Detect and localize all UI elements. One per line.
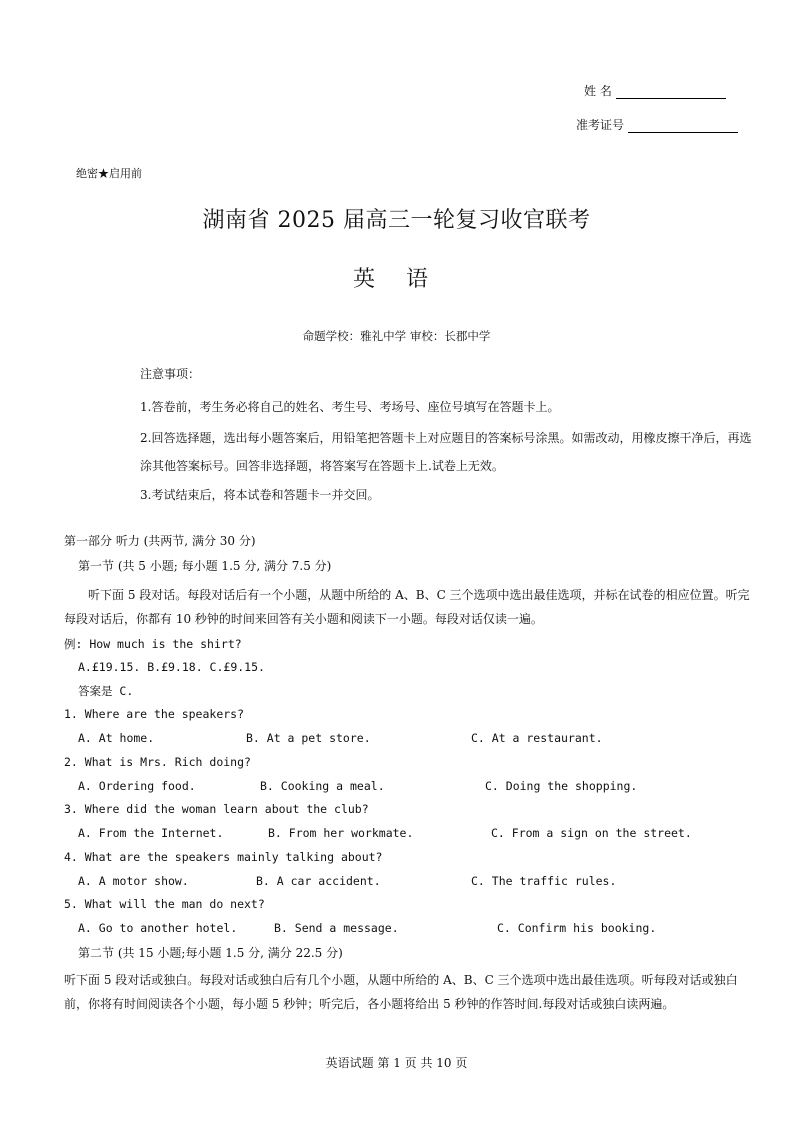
exam-no-label: 准考证号 <box>576 118 625 132</box>
q3-option-a: A. From the Internet. <box>78 826 224 840</box>
part1-heading: 第一部分 听力 (共两节, 满分 30 分) <box>64 534 256 548</box>
q1-option-b: B. At a pet store. <box>246 731 371 745</box>
q4-option-c: C. The traffic rules. <box>471 874 617 888</box>
question-1: 1. Where are the speakers? <box>64 707 245 721</box>
q3-option-c: C. From a sign on the street. <box>491 826 692 840</box>
q5-option-a: A. Go to another hotel. <box>78 921 238 935</box>
name-label-row <box>584 82 726 99</box>
question-2: 2. What is Mrs. Rich doing? <box>64 755 251 769</box>
q2-option-b: B. Cooking a meal. <box>260 779 385 793</box>
exam-no-row <box>576 116 738 133</box>
page-footer: 英语试题 第 1 页 共 10 页 <box>325 1056 468 1070</box>
schools-line: 命题学校：雅礼中学 审校：长郡中学 <box>302 329 491 343</box>
name-field[interactable] <box>616 85 726 99</box>
notes-item-1: 1.答卷前，考生务必将自己的姓名、考生号、考场号、座位号填写在答题卡上。 <box>140 400 560 414</box>
section1-heading: 第一节 (共 5 小题; 每小题 1.5 分, 满分 7.5 分) <box>78 559 332 573</box>
notes-item-2: 2.回答选择题，选出每小题答案后，用铅笔把答题卡上对应题目的答案标号涂黑。如需改动，用橡皮擦干净后，再选涂其他答案标号。回答非选择题，将答案写在答题卡上.试卷上无效。 <box>140 431 752 473</box>
section1-instructions: 听下面 5 段对话。每段对话后有一个小题，从题中所给的 A、B、C 三个选项中选出最佳选项，并标在试卷的相应位置。听完每段对话后，你都有 10 秒钟的时间来回答有关小题和阅读下一小题。每段对话仅读一遍。 <box>64 588 750 626</box>
q2-option-c: C. Doing the shopping. <box>485 779 638 793</box>
subject-title: 英 语 <box>353 267 440 292</box>
page-title: 湖南省 2025 届高三一轮复习收官联考 <box>202 208 591 233</box>
q3-option-b: B. From her workmate. <box>268 826 414 840</box>
question-5: 5. What will the man do next? <box>64 897 265 911</box>
example-question: 例: How much is the shirt? <box>64 637 242 651</box>
notes-heading: 注意事项： <box>140 367 201 381</box>
q1-option-a: A. At home. <box>78 731 155 745</box>
notes-item-3: 3.考试结束后，将本试卷和答题卡一并交回。 <box>140 488 380 502</box>
q5-option-b: B. Send a message. <box>274 921 399 935</box>
q2-option-a: A. Ordering food. <box>78 779 196 793</box>
q1-option-c: C. At a restaurant. <box>471 731 603 745</box>
section2-instructions: 听下面 5 段对话或独白。每段对话或独白后有几个小题，从题中所给的 A、B、C 三个选项中选出最佳选项。听每段对话或独白前，你将有时间阅读各个小题，每小题 5 秒钟；听完后，各小题将给出 5 秒钟的作答时间.每段对话或独白读两遍。 <box>64 973 738 1011</box>
name-label: 姓 名 <box>584 84 612 98</box>
section2-heading: 第二节 (共 15 小题;每小题 1.5 分, 满分 22.5 分) <box>78 946 343 960</box>
q4-option-a: A. A motor show. <box>78 874 189 888</box>
exam-no-field[interactable] <box>628 119 738 133</box>
example-answer: 答案是 C. <box>78 684 134 698</box>
question-4: 4. What are the speakers mainly talking about? <box>64 850 383 864</box>
secret-label: 绝密★启用前 <box>76 167 142 180</box>
q4-option-b: B. A car accident. <box>256 874 381 888</box>
example-options: A.£19.15. B.£9.18. C.£9.15. <box>78 660 265 674</box>
q5-option-c: C. Confirm his booking. <box>497 921 657 935</box>
question-3: 3. Where did the woman learn about the club? <box>64 802 369 816</box>
